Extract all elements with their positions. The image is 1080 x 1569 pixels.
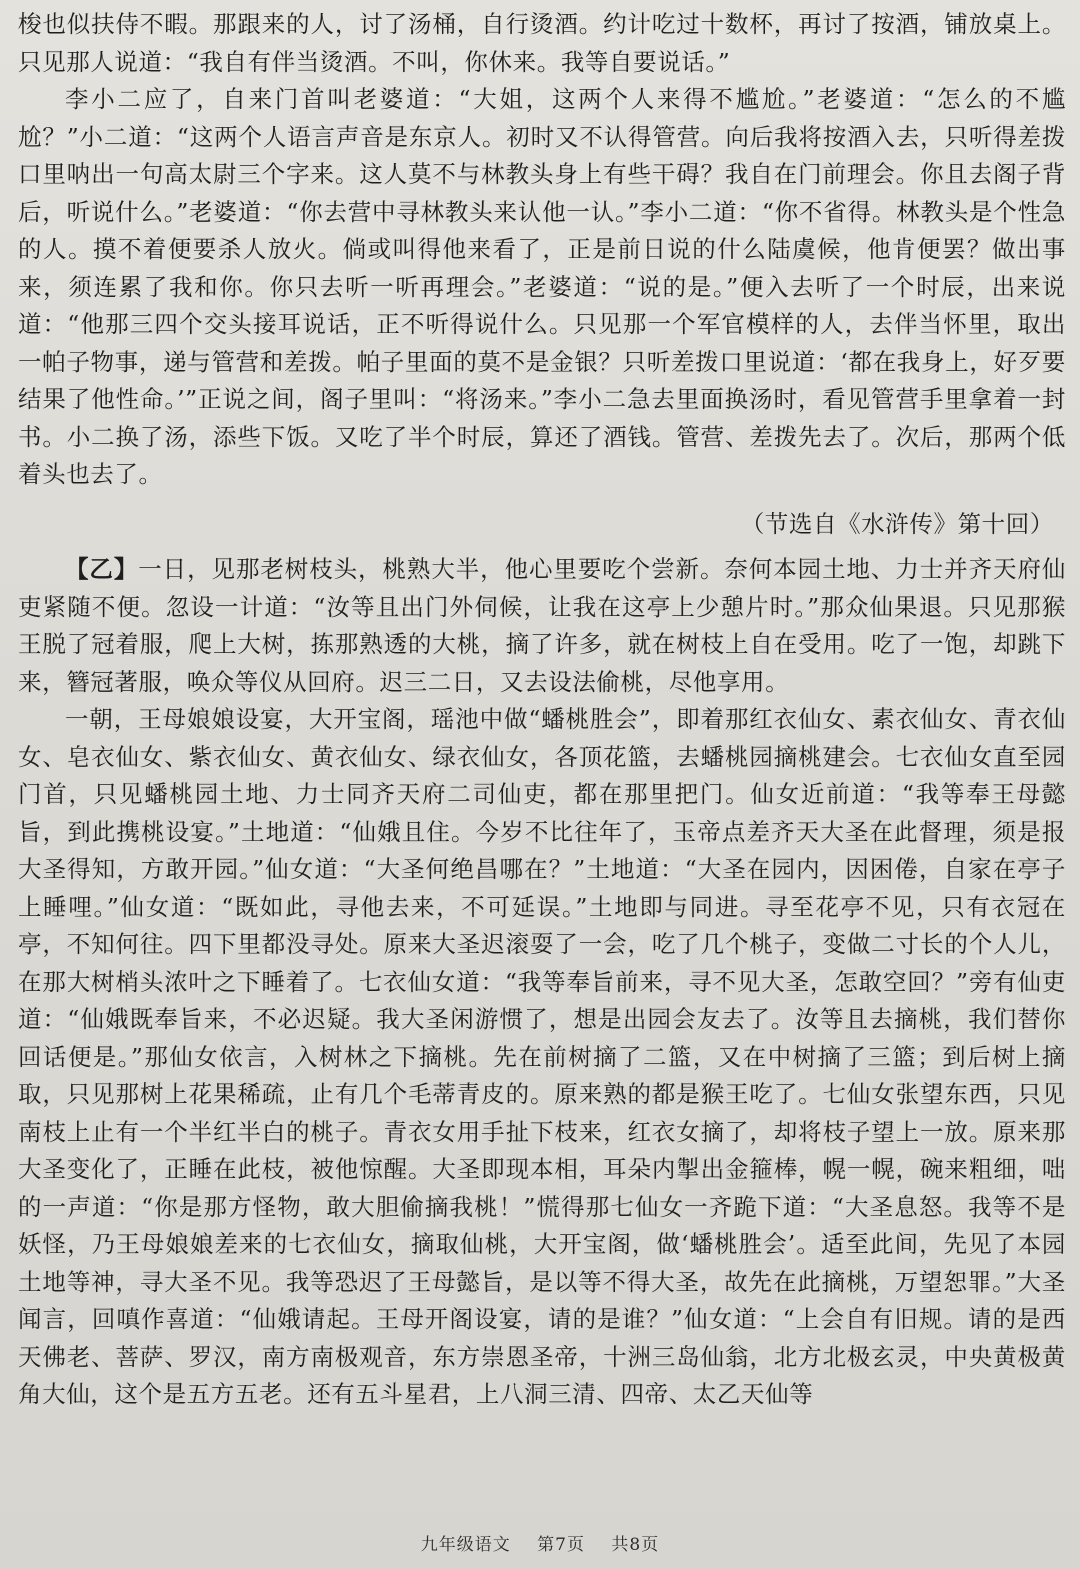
page-footer bbox=[0, 1530, 1080, 1555]
passage-yi-mark: 【乙】 bbox=[65, 555, 139, 583]
passage-yi-paragraph-2: 一朝，王母娘娘设宴，大开宝阁，瑶池中做“蟠桃胜会”，即着那红衣仙女、素衣仙女、青衣仙女、皂衣仙女、紫衣仙女、黄衣仙女、绿衣仙女，各顶花篮，去蟠桃园摘桃建会。七衣仙女直至园门首，只见蟠桃园土地、力士同齐天府二司仙吏，都在那里把门。仙女近前道：“我等奉王母懿旨，到此携桃设宴。”土地道：“仙娥且住。今岁不比往年了，玉帝点差齐天大圣在此督理，须是报大圣得知，方敢开园。”仙女道：“大圣何绝昌哪在？”土地道：“大圣在园内，因困倦，自家在亭子上睡哩。”仙女道：“既如此，寻他去来，不可延误。”土地即与同进。寻至花亭不见，只有衣冠在亭，不知何往。四下里都没寻处。原来大圣迟滚耍了一会，吃了几个桃子，变做二寸长的个人儿，在那大树梢头浓叶之下睡着了。七衣仙女道：“我等奉旨前来，寻不见大圣，怎敢空回？”旁有仙吏道：“仙娥既奉旨来，不必迟疑。我大圣闲游惯了，想是出园会友去了。汝等且去摘桃，我们替你回话便是。”那仙女依言，入树林之下摘桃。先在前树摘了二篮，又在中树摘了三篮；到后树上摘取，只见那树上花果稀疏，止有几个毛蒂青皮的。原来熟的都是猴王吃了。七仙女张望东西，只见南枝上止有一个半红半白的桃子。青衣女用手扯下枝来，红衣女摘了，却将枝子望上一放。原来那大圣变化了，正睡在此枝，被他惊醒。大圣即现本相，耳朵内掣出金箍棒，幌一幌，碗来粗细，咄的一声道：“你是那方怪物，敢大胆偷摘我桃！”慌得那七仙女一齐跪下道：“大圣息怒。我等不是妖怪，乃王母娘娘差来的七衣仙女，摘取仙桃，大开宝阁，做‘蟠桃胜会’。适至此间，先见了本园土地等神，寻大圣不见。我等恐迟了王母懿旨，是以等不得大圣，故先在此摘桃，万望恕罪。”大圣闻言，回嗔作喜道：“仙娥请起。王母开阁设宴，请的是谁？”仙女道：“上会自有旧规。请的是西天佛老、菩萨、罗汉，南方南极观音，东方崇恩圣帝，十洲三岛仙翁，北方北极玄灵，中央黄极黄角大仙，这个是五方五老。还有五斗星君，上八洞三清、四帝、太乙天仙等 bbox=[18, 705, 1066, 1408]
passage-jia-source: （节选自《水浒传》第十回） bbox=[740, 509, 1054, 538]
passage-yi-paragraph-1-text: 一日，见那老树枝头，桃熟大半，他心里要吃个尝新。奈何本园土地、力士并齐天府仙吏紧随不便。忽设一计道：“汝等且出门外伺候，让我在这亭上少憩片时。”那众仙果退。只见那猴王脱了冠着服，爬上大树，拣那熟透的大桃，摘了许多，就在树枝上自在受用。吃了一饱，却跳下来，簪冠著服，唤众等仪从回府。迟三二日，又去设法偷桃，尽他享用。 bbox=[18, 555, 1066, 696]
footer-subject: 九年级语文 bbox=[420, 1535, 511, 1555]
passage-jia-paragraph-1: 梭也似扶侍不暇。那跟来的人，讨了汤桶，自行烫酒。约计吃过十数杯，再讨了按酒，铺放桌上。只见那人说道：“我自有伴当烫酒。不叫，你休来。我等自要说话。” bbox=[18, 10, 1066, 76]
passage-yi-paragraph-1 bbox=[18, 551, 1066, 701]
footer-total-pages: 共8页 bbox=[611, 1535, 660, 1555]
passage-jia-paragraph-2: 李小二应了，自来门首叫老婆道：“大姐，这两个人来得不尴尬。”老婆道：“怎么的不尴尬？”小二道：“这两个人语言声音是东京人。初时又不认得管营。向后我将按酒入去，只听得差拨口里呐出一句高太尉三个字来。这人莫不与林教头身上有些干碍？我自在门前理会。你且去阁子背后，听说什么。”老婆道：“你去营中寻林教头来认他一认。”李小二道：“你不省得。林教头是个性急的人。摸不着便要杀人放火。倘或叫得他来看了，正是前日说的什么陆虞候，他肯便罢？做出事来，须连累了我和你。你只去听一听再理会。”老婆道：“说的是。”便入去听了一个时辰，出来说道：“他那三四个交头接耳说话，正不听得说什么。只见那一个军官模样的人，去伴当怀里，取出一帕子物事，递与管营和差拨。帕子里面的莫不是金银？只听差拨口里说道：‘都在我身上，好歹要结果了他性命。’”正说之间，阁子里叫：“将汤来。”李小二急去里面换汤时，看见管营手里拿着一封书。小二换了汤，添些下饭。又吃了半个时辰，算还了酒钱。管营、差拨先去了。次后，那两个低着头也去了。 bbox=[18, 85, 1066, 488]
footer-page-number: 第7页 bbox=[537, 1535, 585, 1555]
